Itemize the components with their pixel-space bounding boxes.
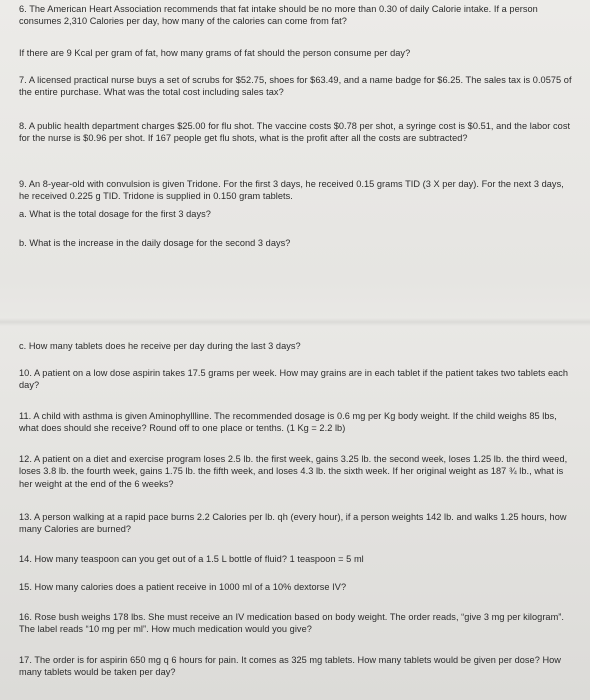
question-9a: a. What is the total dosage for the first 3 days? xyxy=(19,209,211,219)
question-8: 8. A public health department charges $25.00 for flu shot. The vaccine costs $0.78 per shot, a syringe cost is $0.51, and the labor cost for the nurse is $0.96 per shot. If 167 people get flu shots, what is the profit after all the costs are subtracted? xyxy=(19,121,571,144)
question-10: 10. A patient on a low dose aspirin takes 17.5 grams per week. How may grains are in each tablet if the patient takes two tablets each day? xyxy=(19,368,569,391)
question-12: 12. A patient on a diet and exercise program loses 2.5 lb. the first week, gains 3.25 lb. the second week, loses 1.25 lb. the third weed, loses 3.8 lb. the fourth week, gains 1.75 lb. the fifth week, and loses 4.3 lb. the sixth week. If her original weight as 187 ¾ lb., what is her weight at the end of the 6 weeks? xyxy=(19,454,568,489)
question-16: 16. Rose bush weighs 178 lbs. She must receive an IV medication based on body weight. The order reads, “give 3 mg per kilogram”. The label reads “10 mg per ml”. How much medication would you give? xyxy=(19,612,565,635)
question-17: 17. The order is for aspirin 650 mg q 6 hours for pain. It comes as 325 mg tablets. How many tablets would be given per dose? How many tablets would be taken per day? xyxy=(19,655,561,678)
question-7: 7. A licensed practical nurse buys a set of scrubs for $52.75, shoes for $63.49, and a name badge for $6.25. The sales tax is 0.0575 of the entire purchase. What was the total cost including sales tax? xyxy=(19,75,572,98)
question-9c: c. How many tablets does he receive per day during the last 3 days? xyxy=(19,341,301,351)
question-13: 13. A person walking at a rapid pace burns 2.2 Calories per lb. qh (every hour), if a person weights 142 lb. and walks 1.25 hours, how many Calories are burned? xyxy=(19,512,567,535)
question-6: 6. The American Heart Association recommends that fat intake should be no more than 0.30 of daily Calorie intake. If a person consumes 2,310 Calories per day, how many of the calories can come from fat? xyxy=(19,4,538,27)
question-14: 14. How many teaspoon can you get out of a 1.5 L bottle of fluid? 1 teaspoon = 5 ml xyxy=(19,554,364,564)
question-9b: b. What is the increase in the daily dosage for the second 3 days? xyxy=(19,238,291,248)
question-11: 11. A child with asthma is given Aminophyllline. The recommended dosage is 0.6 mg per Kg body weight. If the child weighs 85 lbs, what does should she receive? Round off to one place or tenths. (1 Kg = 2.2 lb) xyxy=(19,411,557,434)
question-15: 15. How many calories does a patient receive in 1000 ml of a 10% dextorse IV? xyxy=(19,582,347,592)
question-9: 9. An 8-year-old with convulsion is given Tridone. For the first 3 days, he received 0.15 grams TID (3 X per day). For the next 3 days, he received 0.225 g TID. Tridone is supplied in 0.150 gram tablets. xyxy=(19,179,564,202)
page-fold-shadow xyxy=(0,318,590,326)
question-6-part-2: If there are 9 Kcal per gram of fat, how many grams of fat should the person consume per day? xyxy=(19,48,411,58)
